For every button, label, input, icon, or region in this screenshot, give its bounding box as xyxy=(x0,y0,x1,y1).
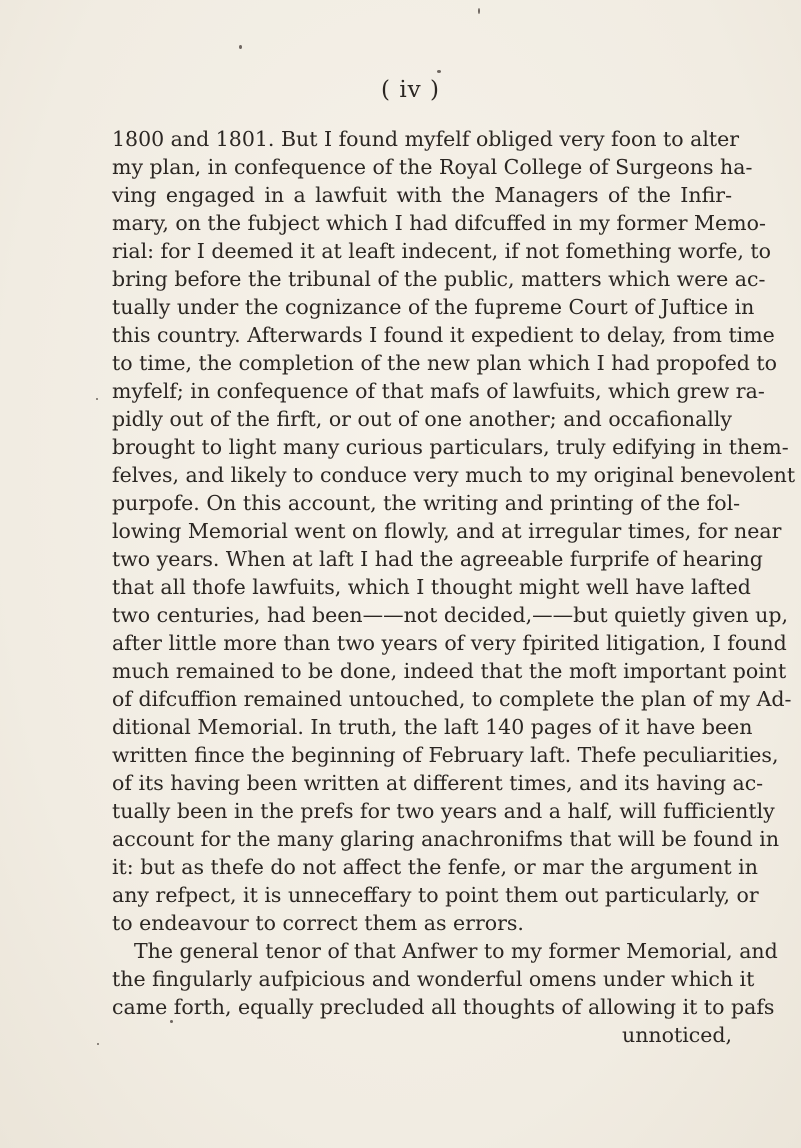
ink-speck xyxy=(97,1043,99,1045)
ink-speck xyxy=(96,398,98,400)
text-line: rial: for I deemed it at leaft indecent, if not fomething worfe, to xyxy=(112,239,771,263)
text-line: two centuries, had been——not decided,——but quietly given up, xyxy=(112,603,789,627)
text-line: to time, the completion of the new plan which I had propofed to xyxy=(112,351,777,375)
text-line: ving engaged in a lawfuit with the Managers of the Infir- xyxy=(112,183,732,207)
text-line: two years. When at laft I had the agreeable furprife of hearing xyxy=(112,547,763,571)
text-line: 1800 and 1801. But I found myfelf obliged very foon to alter xyxy=(112,127,740,151)
ink-speck xyxy=(478,8,480,14)
text-line: after little more than two years of very fpirited litigation, I found xyxy=(112,631,787,655)
text-line: much remained to be done, indeed that the moft important point xyxy=(112,659,787,683)
text-line: came forth, equally precluded all thoughts of allowing it to pafs xyxy=(112,995,775,1019)
ink-speck xyxy=(239,45,242,49)
page-number: ( iv ) xyxy=(381,77,440,103)
text-line: account for the many glaring anachronifms that will be found in xyxy=(112,827,780,851)
text-line: pidly out of the firft, or out of one another; and occafionally xyxy=(112,407,732,431)
text-line: to endeavour to correct them as errors. xyxy=(112,911,524,935)
text-line: ditional Memorial. In truth, the laft 140 pages of it have been xyxy=(112,715,753,739)
text-line: the fingularly aufpicious and wonderful omens under which it xyxy=(112,967,755,991)
text-line: of difcuffion remained untouched, to complete the plan of my Ad- xyxy=(112,687,792,711)
text-line: purpofe. On this account, the writing and printing of the fol- xyxy=(112,491,741,515)
text-line: any refpect, it is unneceffary to point them out particularly, or xyxy=(112,883,759,907)
text-line: bring before the tribunal of the public, matters which were ac- xyxy=(112,267,766,291)
text-line: of its having been written at different times, and its having ac- xyxy=(112,771,764,795)
text-line: tually been in the prefs for two years and a half, will fufficiently xyxy=(112,799,775,823)
text-line: tually under the cognizance of the fupreme Court of Juftice in xyxy=(112,295,755,319)
text-line: brought to light many curious particulars, truly edifying in them- xyxy=(112,435,789,459)
text-line: written fince the beginning of February laft. Thefe peculiarities, xyxy=(112,743,779,767)
ink-speck xyxy=(437,70,441,73)
ink-speck xyxy=(170,1020,173,1023)
catchword: unnoticed, xyxy=(622,1023,732,1047)
text-line: that all thofe lawfuits, which I thought might well have lafted xyxy=(112,575,751,599)
text-line: felves, and likely to conduce very much to my original benevolent xyxy=(112,463,796,487)
text-line: my plan, in confequence of the Royal College of Surgeons ha- xyxy=(112,155,753,179)
text-line: The general tenor of that Anfwer to my former Memorial, and xyxy=(134,939,778,963)
text-line: mary, on the fubject which I had difcuffed in my former Memo- xyxy=(112,211,766,235)
text-line: lowing Memorial went on flowly, and at irregular times, for near xyxy=(112,519,782,543)
text-line: myfelf; in confequence of that mafs of lawfuits, which grew ra- xyxy=(112,379,765,403)
text-line: it: but as thefe do not affect the fenfe, or mar the argument in xyxy=(112,855,758,879)
text-line: this country. Afterwards I found it expedient to delay, from time xyxy=(112,323,775,347)
